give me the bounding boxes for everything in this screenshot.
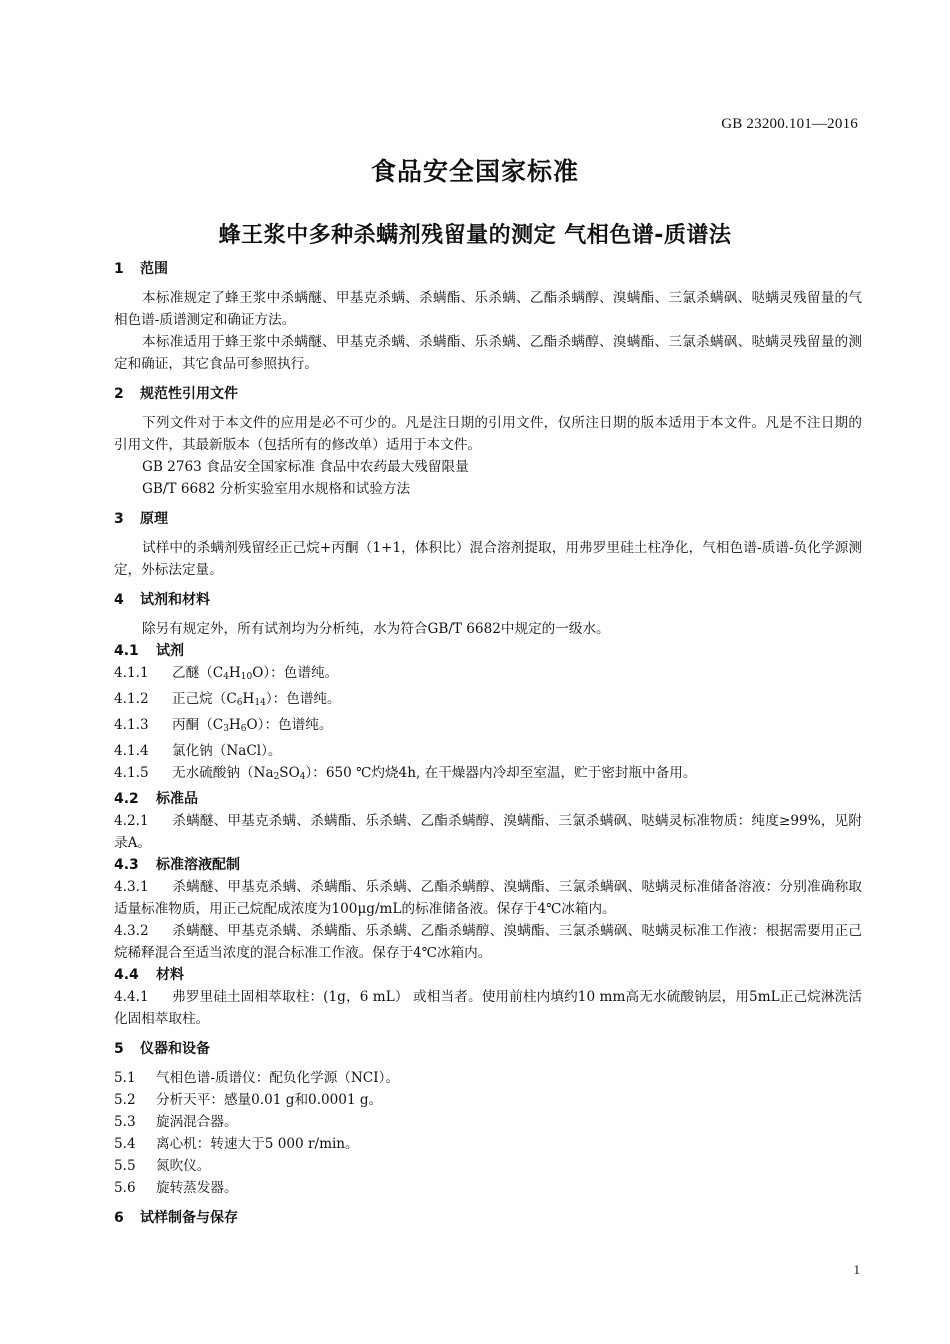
standard-number: GB 23200.101—2016 bbox=[721, 116, 858, 132]
reference-item: GB 2763 食品安全国家标准 食品中农药最大残留限量 bbox=[142, 459, 469, 475]
clause-number: 5.4 bbox=[114, 1136, 136, 1152]
clause-item bbox=[114, 810, 862, 854]
list-item bbox=[114, 1177, 862, 1199]
clause-item bbox=[114, 662, 862, 688]
clause-text: ）：650 ℃灼烧4h, 在干燥器内冷却至室温，贮于密封瓶中备用。 bbox=[305, 765, 697, 781]
clause-item bbox=[114, 688, 862, 714]
clause-text: 离心机：转速大于5 000 r/min。 bbox=[156, 1136, 359, 1152]
clause-number: 5.5 bbox=[114, 1158, 136, 1174]
clause-text: 分析天平：感量0.01 g和0.0001 g。 bbox=[156, 1092, 383, 1108]
list-item bbox=[114, 1155, 862, 1177]
section-heading-sample-preparation bbox=[114, 1207, 862, 1229]
section-number: 2 bbox=[114, 386, 124, 402]
clause-text: 氯化钠（NaCl）。 bbox=[172, 743, 282, 759]
section-title: 范围 bbox=[140, 261, 168, 277]
subsection-title: 标准溶液配制 bbox=[156, 857, 240, 873]
clause-number: 4.2.1 bbox=[114, 813, 149, 829]
section-heading-apparatus bbox=[114, 1038, 862, 1060]
subsection-heading-standard-solutions bbox=[114, 854, 862, 876]
clause-text: H bbox=[228, 717, 241, 733]
clause-text: 弗罗里硅土固相萃取柱：(1g，6 mL） 或相当者。使用前柱内填约10 mm高无水硫酸钠层，用5mL正己烷淋洗活化固相萃取柱。 bbox=[114, 989, 862, 1027]
section-heading-normative-references bbox=[114, 383, 862, 405]
subscript: 4 bbox=[223, 672, 229, 682]
clause-text: 乙醚（C bbox=[172, 665, 224, 681]
clause-number: 4.3.1 bbox=[114, 879, 149, 895]
section-title: 试样制备与保存 bbox=[140, 1210, 238, 1226]
section-title: 仪器和设备 bbox=[140, 1041, 210, 1057]
clause-text: O）：色谱纯。 bbox=[252, 665, 339, 681]
subsection-title: 试剂 bbox=[156, 643, 184, 659]
subscript: 6 bbox=[236, 698, 243, 708]
clause-text: 旋涡混合器。 bbox=[156, 1114, 238, 1130]
clause-item bbox=[114, 762, 862, 788]
section-number: 4 bbox=[114, 592, 124, 608]
clause-number: 4.1.4 bbox=[114, 743, 149, 759]
clause-number: 4.1.5 bbox=[114, 765, 149, 781]
clause-text: 杀螨醚、甲基克杀螨、杀螨酯、乐杀螨、乙酯杀螨醇、溴螨酯、三氯杀螨砜、哒螨灵标准物质：纯度≥99%，见附录A。 bbox=[114, 813, 862, 851]
page-number: 1 bbox=[853, 1262, 860, 1277]
clause-text: O）：色谱纯。 bbox=[246, 717, 333, 733]
paragraph: 除另有规定外，所有试剂均为分析纯，水为符合GB/T 6682中规定的一级水。 bbox=[142, 621, 610, 637]
list-item bbox=[114, 1089, 862, 1111]
paragraph: 本标准规定了蜂王浆中杀螨醚、甲基克杀螨、杀螨酯、乐杀螨、乙酯杀螨醇、溴螨酯、三氯杀螨砜、哒螨灵残留量的气相色谱-质谱测定和确证方法。 bbox=[114, 290, 862, 328]
clause-text: 氮吹仪。 bbox=[156, 1158, 211, 1174]
clause-number: 4.1.2 bbox=[114, 691, 149, 707]
document-subtitle: 蜂王浆中多种杀螨剂残留量的测定 气相色谱-质谱法 bbox=[218, 223, 732, 248]
subscript: 10 bbox=[240, 672, 253, 682]
section-heading-reagents bbox=[114, 589, 862, 611]
clause-number: 4.4.1 bbox=[114, 989, 149, 1005]
paragraph: 试样中的杀螨剂残留经正己烷+丙酮（1+1，体积比）混合溶剂提取，用弗罗里硅土柱净化，气相色谱-质谱-负化学源测定，外标法定量。 bbox=[114, 540, 862, 578]
paragraph: 下列文件对于本文件的应用是必不可少的。凡是注日期的引用文件，仅所注日期的版本适用于本文件。凡是不注日期的引用文件，其最新版本（包括所有的修改单）适用于本文件。 bbox=[114, 415, 862, 453]
clause-item bbox=[114, 740, 862, 762]
clause-item bbox=[114, 714, 862, 740]
clause-text: 杀螨醚、甲基克杀螨、杀螨酯、乐杀螨、乙酯杀螨醇、溴螨酯、三氯杀螨砜、哒螨灵标准储备溶液：分别准确称取适量标准物质，用正己烷配成浓度为100μg/mL的标准储备液。保存于4℃冰箱内。 bbox=[114, 879, 862, 917]
subsection-heading-standards bbox=[114, 788, 862, 810]
reference-item: GB/T 6682 分析实验室用水规格和试验方法 bbox=[142, 481, 411, 497]
subscript: 14 bbox=[254, 698, 266, 708]
paragraph: 本标准适用于蜂王浆中杀螨醚、甲基克杀螨、杀螨酯、乐杀螨、乙酯杀螨醇、溴螨酯、三氯杀螨砜、哒螨灵残留量的测定和确证，其它食品可参照执行。 bbox=[114, 334, 862, 372]
subscript: 3 bbox=[223, 724, 229, 734]
clause-text: 旋转蒸发器。 bbox=[156, 1180, 238, 1196]
subscript: 4 bbox=[299, 772, 306, 782]
subsection-number: 4.4 bbox=[114, 967, 139, 983]
section-title: 原理 bbox=[140, 511, 168, 527]
clause-item bbox=[114, 986, 862, 1030]
clause-text: 无水硫酸钠（Na bbox=[172, 765, 274, 781]
clause-text: ）：色谱纯。 bbox=[265, 691, 341, 707]
document-title: 食品安全国家标准 bbox=[370, 157, 579, 186]
clause-number: 4.1.1 bbox=[114, 665, 149, 681]
section-number: 1 bbox=[114, 261, 124, 277]
clause-text: SO bbox=[279, 765, 300, 781]
list-item bbox=[114, 1111, 862, 1133]
clause-number: 5.1 bbox=[114, 1070, 136, 1086]
clause-number: 4.3.2 bbox=[114, 923, 149, 939]
subsection-heading-materials bbox=[114, 964, 862, 986]
document-body bbox=[114, 258, 862, 1236]
subscript: 2 bbox=[273, 772, 280, 782]
clause-item bbox=[114, 920, 862, 964]
clause-text: H bbox=[242, 691, 255, 707]
subsection-title: 标准品 bbox=[156, 791, 198, 807]
clause-number: 5.6 bbox=[114, 1180, 136, 1196]
section-heading-principle bbox=[114, 508, 862, 530]
subscript: 6 bbox=[240, 724, 247, 734]
clause-number: 4.1.3 bbox=[114, 717, 149, 733]
subsection-number: 4.1 bbox=[114, 643, 139, 659]
section-title: 试剂和材料 bbox=[140, 592, 210, 608]
section-number: 6 bbox=[114, 1210, 124, 1226]
clause-text: H bbox=[228, 665, 241, 681]
subsection-heading-reagents bbox=[114, 640, 862, 662]
subsection-number: 4.2 bbox=[114, 791, 139, 807]
clause-item bbox=[114, 876, 862, 920]
subsection-title: 材料 bbox=[156, 967, 184, 983]
clause-number: 5.2 bbox=[114, 1092, 136, 1108]
clause-text: 气相色谱-质谱仪：配负化学源（NCI）。 bbox=[156, 1070, 399, 1086]
section-number: 5 bbox=[114, 1041, 124, 1057]
clause-text: 杀螨醚、甲基克杀螨、杀螨酯、乐杀螨、乙酯杀螨醇、溴螨酯、三氯杀螨砜、哒螨灵标准工作液：根据需要用正己烷稀释混合至适当浓度的混合标准工作液。保存于4℃冰箱内。 bbox=[114, 923, 862, 961]
subsection-number: 4.3 bbox=[114, 857, 139, 873]
list-item bbox=[114, 1067, 862, 1089]
section-number: 3 bbox=[114, 511, 124, 527]
clause-text: 正己烷（C bbox=[172, 691, 237, 707]
list-item bbox=[114, 1133, 862, 1155]
section-heading-scope bbox=[114, 258, 862, 280]
clause-number: 5.3 bbox=[114, 1114, 136, 1130]
clause-text: 丙酮（C bbox=[172, 717, 224, 733]
section-title: 规范性引用文件 bbox=[140, 386, 238, 402]
